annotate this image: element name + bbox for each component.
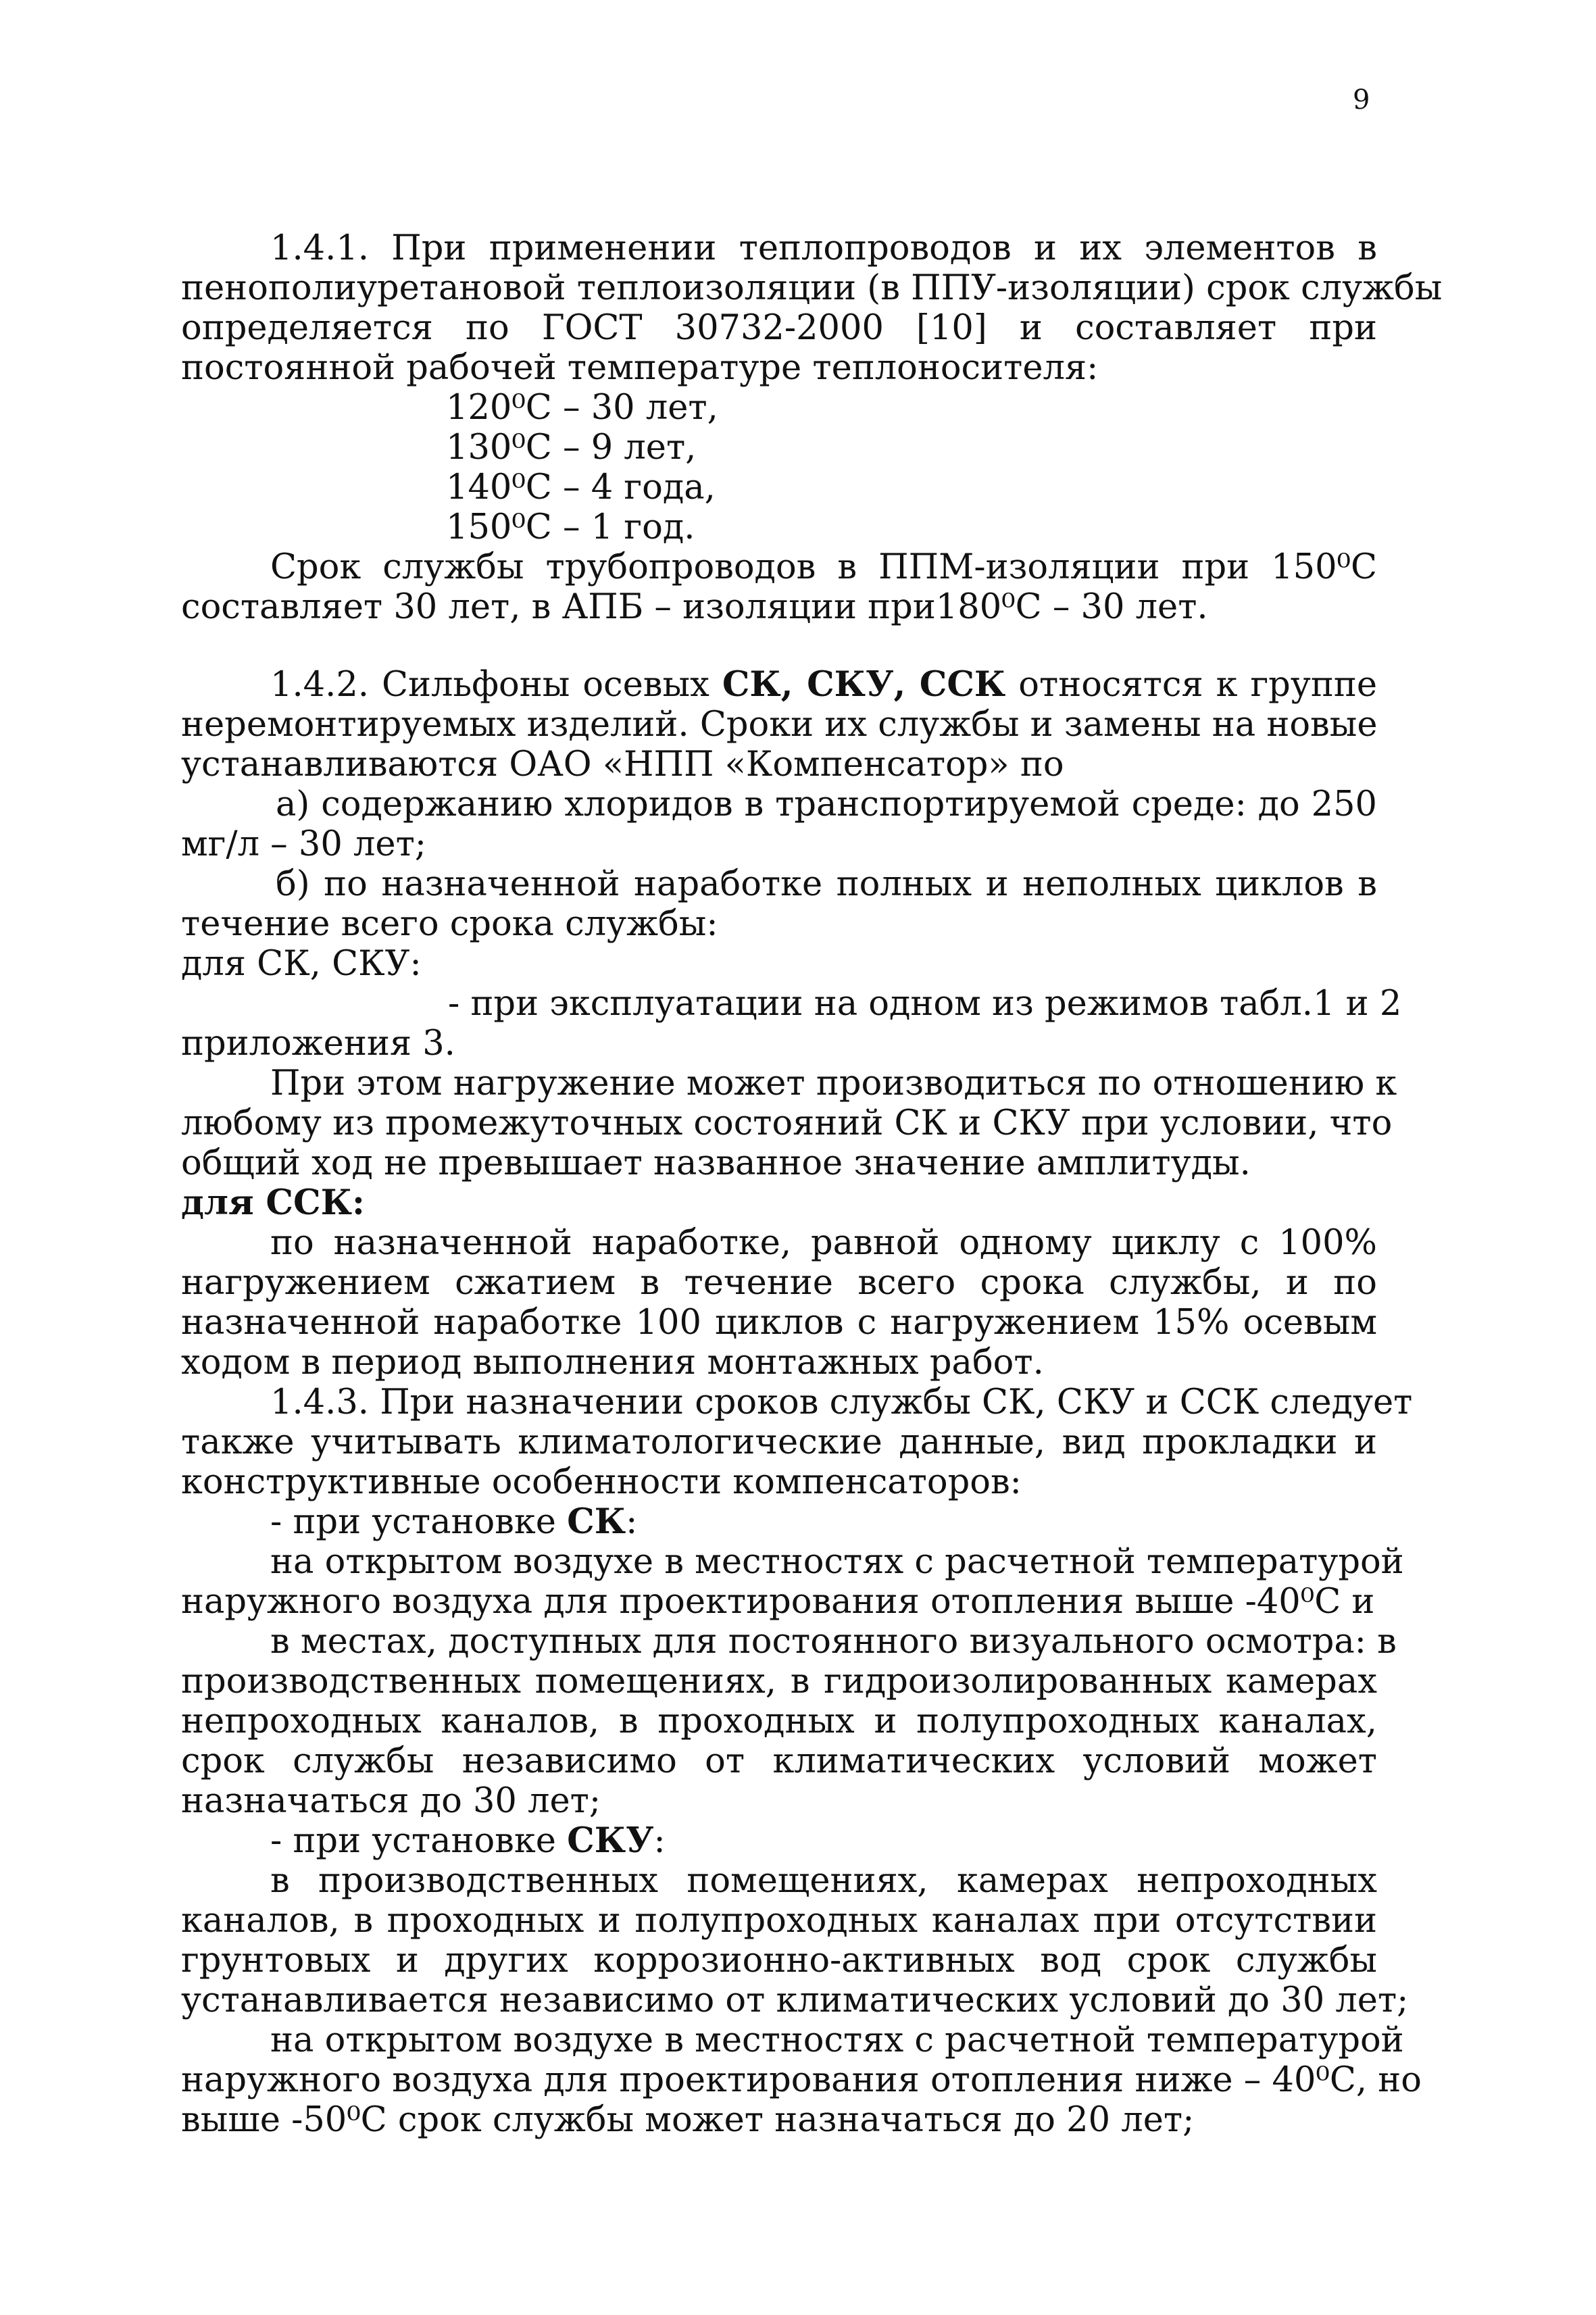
text-run: : xyxy=(653,1821,666,1861)
text-run: относятся к группе xyxy=(1005,665,1377,705)
paragraph-line: срок службы независимо от климатических условий может xyxy=(181,1741,1377,1781)
text-run: : xyxy=(626,1502,638,1542)
paragraph-line: неремонтируемых изделий. Сроки их службы и замены на новые xyxy=(181,705,1378,745)
text-run: 1.4.2. Сильфоны осевых xyxy=(270,665,722,705)
temperature-item: 150⁰С – 1 год. xyxy=(446,507,695,547)
paragraph-line: каналов, в проходных и полупроходных каналах при отсутствии xyxy=(181,1901,1377,1941)
paragraph-line: 1.4.1. При применении теплопроводов и их элементов в xyxy=(270,228,1377,268)
compensator-code: СК xyxy=(567,1501,626,1542)
paragraph-line: постоянной рабочей температуре теплоносителя: xyxy=(181,348,1099,388)
paragraph-line: назначенной наработке 100 циклов с нагружением 15% осевым xyxy=(181,1303,1377,1343)
paragraph-line: на открытом воздухе в местностях с расчетной температурой xyxy=(270,2020,1404,2060)
paragraph-line: определяется по ГОСТ 30732-2000 [10] и составляет при xyxy=(181,308,1377,348)
text-run: - при установке xyxy=(270,1821,568,1861)
text-run: - при установке xyxy=(270,1502,568,1542)
paragraph-line: выше -50⁰С срок службы может назначаться до 20 лет; xyxy=(181,2100,1195,2140)
installation-sk-heading xyxy=(181,1502,1377,1542)
section-1-4-1 xyxy=(181,228,1443,627)
paragraph-line: нагружением сжатием в течение всего срока службы, и по xyxy=(181,1263,1377,1303)
paragraph-line: мг/л – 30 лет; xyxy=(181,824,426,864)
paragraph-line: наружного воздуха для проектирования отопления выше -40⁰С и xyxy=(181,1582,1375,1622)
paragraph-line: грунтовых и других коррозионно-активных вод срок службы xyxy=(181,1941,1377,1981)
paragraph-line: 1.4.3. При назначении сроков службы СК, СКУ и ССК следует xyxy=(270,1383,1413,1422)
document-body xyxy=(181,228,1443,2140)
subheading-ssk: для ССК: xyxy=(181,1183,365,1223)
paragraph-line: любому из промежуточных состояний СК и СКУ при условии, что xyxy=(181,1103,1393,1143)
temperature-item: 130⁰С – 9 лет, xyxy=(446,428,697,468)
list-item-b: б) по назначенной наработке полных и неполных циклов в xyxy=(276,864,1377,904)
paragraph-line: При этом нагружение может производиться по отношению к xyxy=(270,1064,1397,1103)
paragraph-line: - при эксплуатации на одном из режимов табл.1 и 2 xyxy=(448,984,1402,1024)
section-1-4-3 xyxy=(181,1383,1422,2140)
paragraph-line: назначаться до 30 лет; xyxy=(181,1781,601,1821)
paragraph-line: в производственных помещениях, камерах непроходных xyxy=(270,1861,1377,1901)
paragraph-line: устанавливаются ОАО «НПП «Компенсатор» по xyxy=(181,745,1064,785)
temperature-item: 140⁰С – 4 года, xyxy=(446,468,716,507)
paragraph-line: устанавливается независимо от климатических условий до 30 лет; xyxy=(181,1981,1409,2020)
paragraph-line: наружного воздуха для проектирования отопления ниже – 40⁰С, но xyxy=(181,2060,1422,2100)
paragraph-line: приложения 3. xyxy=(181,1024,455,1064)
list-item-a: а) содержанию хлоридов в транспортируемой среде: до 250 xyxy=(276,785,1377,824)
paragraph-line: общий ход не превышает названное значение амплитуды. xyxy=(181,1143,1251,1183)
paragraph-line: составляет 30 лет, в АПБ – изоляции при180⁰С – 30 лет. xyxy=(181,587,1208,627)
paragraph-line: пенополиуретановой теплоизоляции (в ППУ-изоляции) срок службы xyxy=(181,268,1443,308)
paragraph-line: Срок службы трубопроводов в ППМ-изоляции при 150⁰С xyxy=(270,547,1377,587)
paragraph-line: ходом в период выполнения монтажных работ. xyxy=(181,1343,1044,1383)
installation-sku-heading xyxy=(181,1821,1377,1861)
paragraph-line: течение всего срока службы: xyxy=(181,904,718,944)
paragraph-line: производственных помещениях, в гидроизолированных камерах xyxy=(181,1662,1377,1701)
paragraph-line: на открытом воздухе в местностях с расчетной температурой xyxy=(270,1542,1404,1582)
compensator-code: СКУ xyxy=(567,1820,654,1861)
paragraph-line: конструктивные особенности компенсаторов: xyxy=(181,1462,1022,1502)
compensator-codes: СК, СКУ, ССК xyxy=(722,664,1006,705)
paragraph-line xyxy=(181,665,1377,705)
section-1-4-2 xyxy=(181,664,1402,1383)
paragraph-line: в местах, доступных для постоянного визуального осмотра: в xyxy=(270,1622,1397,1662)
paragraph-line: также учитывать климатологические данные, вид прокладки и xyxy=(181,1422,1377,1462)
temperature-item: 120⁰С – 30 лет, xyxy=(446,388,718,428)
paragraph-line: по назначенной наработке, равной одному циклу с 100% xyxy=(270,1223,1377,1263)
paragraph-line: непроходных каналов, в проходных и полупроходных каналах, xyxy=(181,1701,1377,1741)
page-number: 9 xyxy=(1353,84,1370,116)
subheading-sk-sku: для СК, СКУ: xyxy=(181,944,422,984)
section-spacer xyxy=(181,627,1377,665)
